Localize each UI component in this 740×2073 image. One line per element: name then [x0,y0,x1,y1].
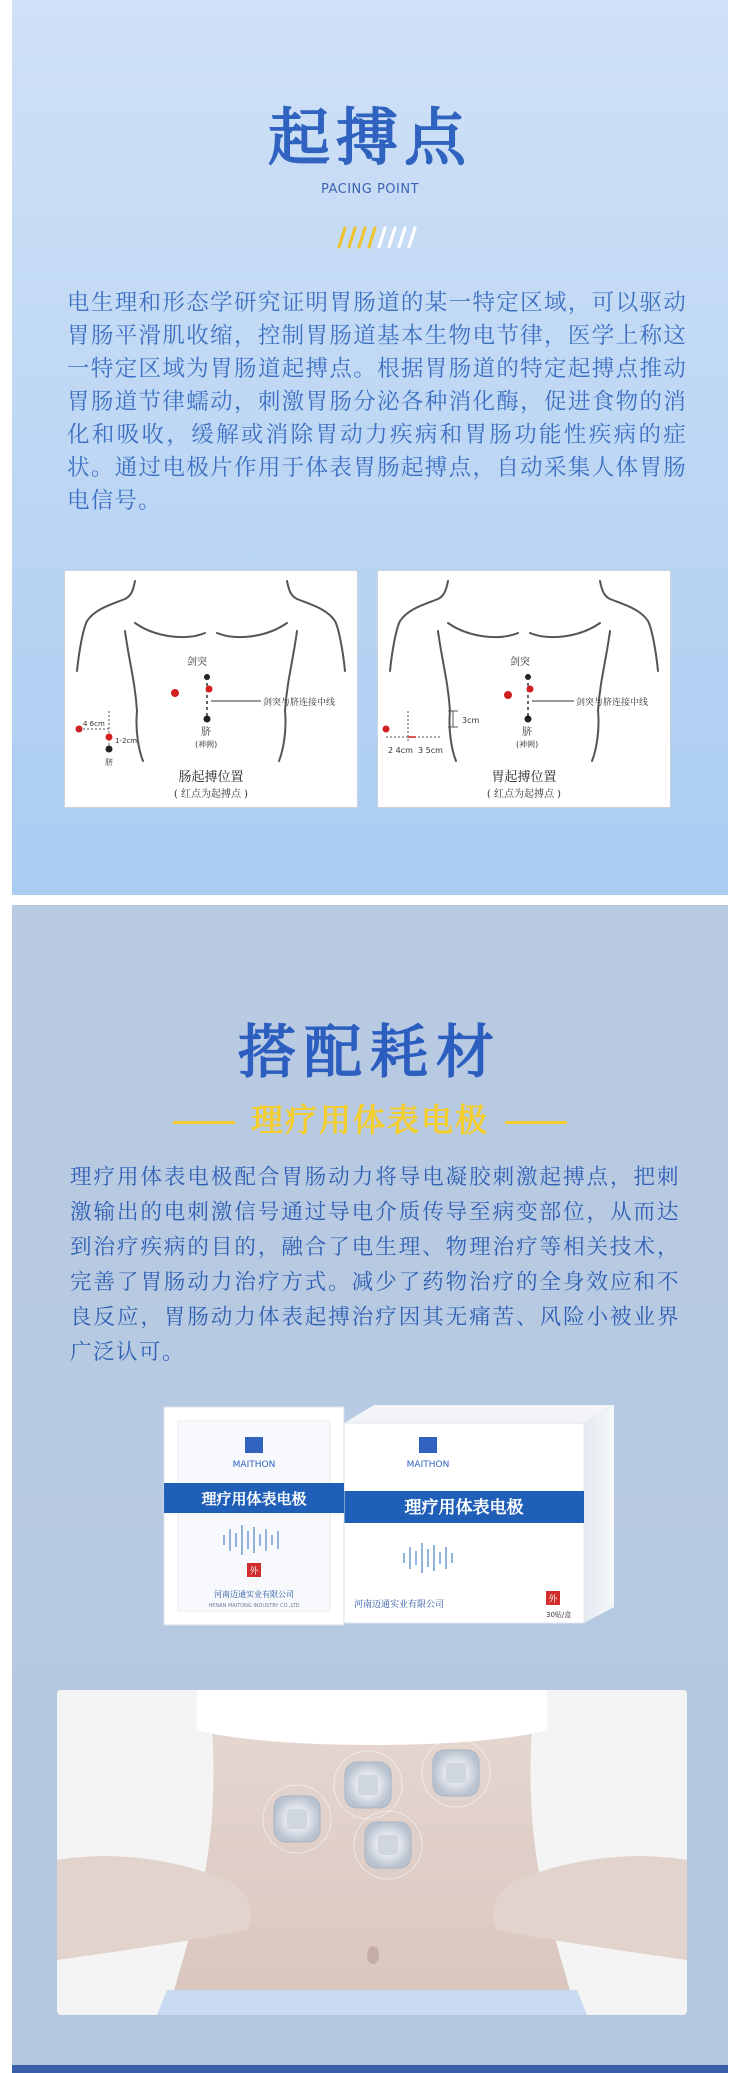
decorative-line-right [505,1121,567,1124]
stomach-pacing-figure [377,570,671,808]
figure-caption-sub: ( 红点为起搏点 ) [173,789,249,800]
figure-caption-sub: ( 红点为起搏点 ) [486,789,562,800]
section-subtitle-electrode [12,1095,728,1141]
label-dist-a: 2 4cm [388,746,413,755]
pacing-point-section [12,0,728,895]
figure-caption: 胃起搏位置 [491,770,557,785]
navel-dot [204,716,211,723]
label-dist-b: 3 5cm [418,746,443,755]
box-brand: MAITHON [406,1460,450,1470]
bottom-bar [12,2065,728,2073]
abdomen-electrode-photo [57,1690,687,2015]
consumables-section [12,905,728,2065]
pacing-point-marker [171,689,179,697]
pouch-brand: MAITHON [232,1460,276,1470]
label-navel-sub: (神阙) [516,740,539,749]
pacing-point-marker [206,686,213,693]
pacing-description: 电生理和形态学研究证明胃肠道的某一特定区域，可以驱动胃肠平滑肌收缩，控制胃肠道基本生物电节律，医学上称这一特定区域为胃肠道起搏点。根据胃肠道的特定起搏点推动胃肠道节律蠕动，刺激胃肠分泌各种消化酶，促进食物的消化和吸收，缓解或消除胃动力疾病和胃肠功能性疾病的症状。通过电极片作用于体表胃肠起搏点，自动采集人体胃肠电信号。 [67,290,687,514]
intestine-pacing-figure [64,570,358,808]
subtitle-text: 理疗用体表电极 [250,1101,489,1139]
pouch-company-en: HENAN MAITONG INDUSTRY CO.,LTD [208,1603,300,1609]
box-product-name: 理疗用体表电极 [404,1498,524,1518]
section-title-consumables: 搭配耗材 [237,1018,502,1086]
section-subtitle-pacing: PACING POINT [320,182,420,197]
pouch-company: 河南迈通实业有限公司 [214,1590,294,1599]
pouch-product-name: 理疗用体表电极 [201,1490,307,1508]
label-navel-sub: (神阙) [195,740,218,749]
label-dist-h: 4 6cm [83,720,105,728]
box-company: 河南迈通实业有限公司 [354,1600,445,1610]
section-title-pacing: 起搏点 [267,101,472,174]
pacing-point-marker [504,691,512,699]
label-midline: 剑突与脐连接中线 [576,698,649,708]
navel-dot [525,716,532,723]
label-navel: 脐 [201,727,211,738]
label-sternum: 剑突 [510,657,530,668]
label-navel: 脐 [522,727,532,738]
pouch-badge: 外 [249,1567,259,1577]
label-navel-small: 脐 [105,758,113,767]
label-dist-v: 3cm [462,716,480,725]
box-count: 30贴/盒 [546,1611,572,1619]
pacing-point-marker [383,726,390,733]
section-divider [0,895,740,905]
decorative-line-left [173,1121,235,1124]
figure-caption: 肠起搏位置 [178,770,244,785]
box-badge: 外 [548,1595,558,1605]
pacing-point-marker [106,734,113,741]
label-dist-v: 1-2cm [115,737,138,745]
pacing-point-marker [527,686,534,693]
label-midline: 剑突与脐连接中线 [263,698,336,708]
electrode-description: 理疗用体表电极配合胃肠动力将导电凝胶刺激起搏点，把刺激输出的电刺激信号通过导电介质传导至病变部位，从而达到治疗疾病的目的，融合了电生理、物理治疗等相关技术，完善了胃肠动力治疗方式。减少了药物治疗的全身效应和不良反应，胃肠动力体表起搏治疗因其无痛苦、风险小被业界广泛认可。 [70,1165,680,1365]
decorative-slashes-icon [335,225,435,249]
electrode-product-photo [154,1395,624,1635]
label-sternum: 剑突 [187,657,207,668]
